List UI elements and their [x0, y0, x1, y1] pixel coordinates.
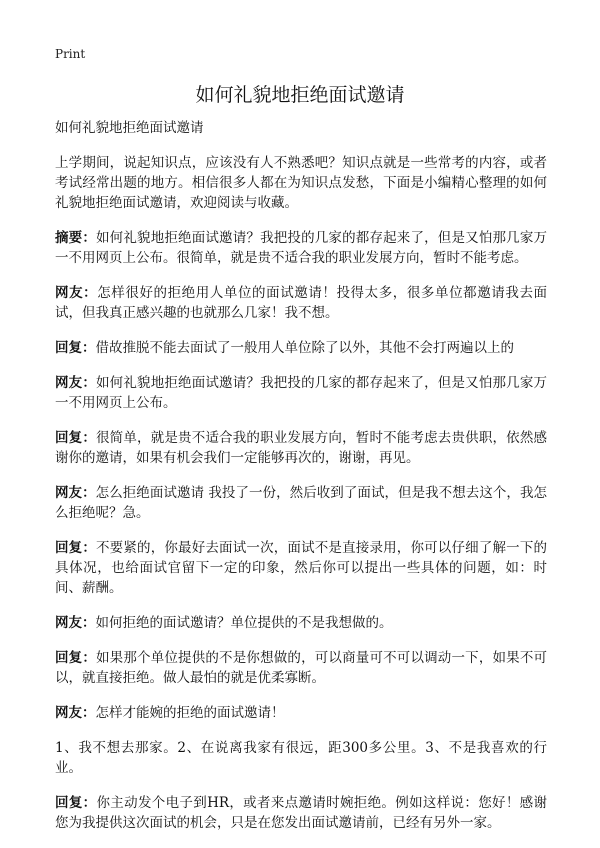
reply-label: 回复： — [55, 795, 97, 811]
netizen-label: 网友： — [55, 705, 96, 721]
reply-paragraph: 回复：你主动发个电子到HR，或者来点邀请时婉拒绝。例如这样说：您好！感谢您为我提供这次面试的机会，只是在您发出面试邀请前，已经有另外一家。 — [55, 795, 548, 831]
page-title: 如何礼貌地拒绝面试邀请 — [195, 84, 405, 106]
intro-paragraph: 上学期间，说起知识点，应该没有人不熟悉吧？知识点就是一些常考的内容，或者考试经常出题的地方。相信很多人都在为知识点发愁，下面是小编精心整理的如何礼貌地拒绝面试邀请，欢迎阅读与收藏。 — [55, 155, 547, 211]
print-link[interactable]: Print — [55, 47, 86, 61]
summary-paragraph: 摘要：如何礼貌地拒绝面试邀请？我把投的几家的都存起来了，但是又怕那几家万一不用网页上公布。很简单，就是贵不适合我的职业发展方向，暂时不能考虑。 — [55, 230, 548, 266]
reply-label: 回复： — [55, 540, 97, 556]
summary-label: 摘要： — [55, 230, 97, 246]
reply-label: 回复： — [55, 650, 97, 666]
reply-paragraph: 回复：如果那个单位提供的不是你想做的，可以商量可不可以调动一下，如果不可以，就直接拒绝。做人最怕的就是优柔寡断。 — [55, 650, 548, 686]
netizen-label: 网友： — [55, 485, 96, 501]
netizen-label: 网友： — [55, 375, 97, 391]
reply-paragraph: 回复：不要紧的，你最好去面试一次，面试不是直接录用，你可以仔细了解一下的具体况，也给面试官留下一定的印象，然后你可以提出一些具体的问题，如：时间、薪酬。 — [55, 540, 548, 596]
reply-label: 回复： — [55, 430, 97, 446]
list-paragraph: 1、我不想去那家。2、在说离我家有很远，距300多公里。3、不是我喜欢的行业。 — [55, 740, 547, 776]
question-paragraph: 网友：如何拒绝的面试邀请？单位提供的不是我想做的。 — [55, 615, 393, 631]
reply-paragraph: 回复：借故推脱不能去面试了一般用人单位除了以外，其他不会打两遍以上的 — [55, 340, 514, 356]
question-paragraph: 网友：怎么拒绝面试邀请 我投了一份，然后收到了面试，但是我不想去这个，我怎么拒绝呢？急。 — [55, 485, 548, 521]
question-paragraph: 网友：怎样很好的拒绝用人单位的面试邀请！投得太多，很多单位都邀请我去面试，但我真正感兴趣的也就那么几家！我不想。 — [55, 285, 548, 321]
article-body — [55, 118, 547, 848]
reply-paragraph: 回复：很简单，就是贵不适合我的职业发展方向，暂时不能考虑去贵供职，依然感谢你的邀请，如果有机会我们一定能够再次的，谢谢，再见。 — [55, 430, 548, 466]
article-subtitle: 如何礼貌地拒绝面试邀请 — [55, 120, 204, 136]
reply-label: 回复： — [55, 340, 96, 356]
question-paragraph: 网友：如何礼貌地拒绝面试邀请？我把投的几家的都存起来了，但是又怕那几家万一不用网页上公布。 — [55, 375, 548, 411]
netizen-label: 网友： — [55, 285, 98, 301]
netizen-label: 网友： — [55, 615, 96, 631]
question-paragraph: 网友：怎样才能婉的拒绝的面试邀请！ — [55, 705, 285, 721]
